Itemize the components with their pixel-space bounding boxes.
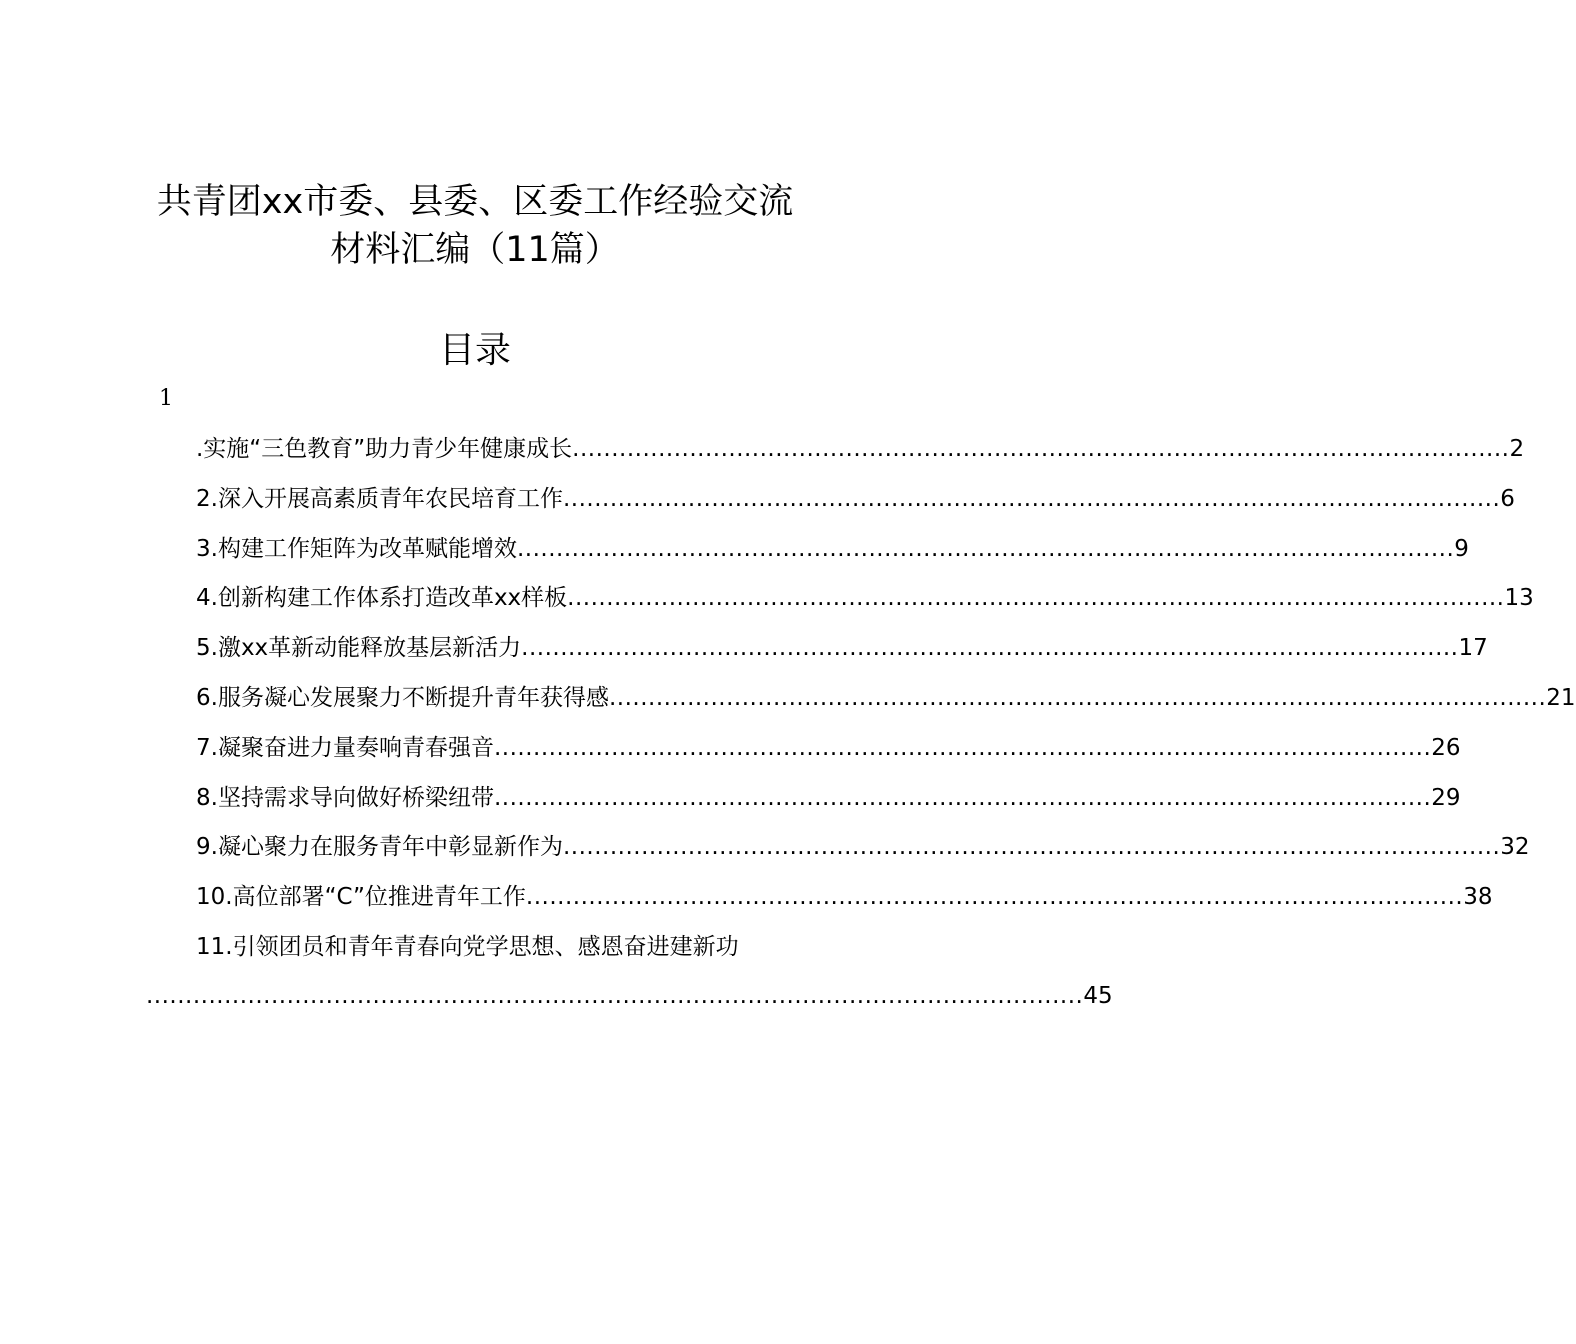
toc-item-label: 2.深入开展高素质青年农民培育工作 [196, 485, 563, 512]
toc-item-page: 45 [1083, 983, 1113, 1009]
toc-leader-dots: ........................................................................................................................ [572, 436, 1510, 462]
toc-item-3[interactable] [196, 525, 1469, 575]
toc-leader-dots: ........................................................................................................................ [608, 684, 1547, 711]
toc-item-label: 6.服务凝心发展聚力不断提升青年获得感 [196, 684, 609, 711]
toc-item-10[interactable] [196, 873, 1493, 923]
toc-leader-dots: ........................................................................................................................ [521, 635, 1459, 662]
toc-item-page: 21 [1546, 684, 1576, 711]
toc-item-label: 7.凝聚奋进力量奏响青春强音 [196, 734, 494, 761]
toc-leader-dots: ........................................................................................................................ [146, 983, 1084, 1009]
table-of-contents [196, 425, 1576, 973]
toc-item-label: .实施“三色教育”助力青少年健康成长 [196, 436, 573, 462]
toc-item-page: 13 [1504, 585, 1534, 612]
toc-leader-dots: ........................................................................................................................ [525, 884, 1464, 911]
toc-leader-dots: ........................................................................................................................ [516, 535, 1455, 562]
toc-leader-dots: ........................................................................................................................ [567, 585, 1505, 612]
toc-leader-dots: ........................................................................................................................ [562, 485, 1501, 512]
document-title-line-2: 材料汇编（11篇） [330, 230, 620, 270]
toc-item-label: 4.创新构建工作体系打造改革xx样板 [196, 585, 568, 612]
toc-item-11-continuation[interactable] [146, 972, 1113, 1022]
toc-item-label: 10.高位部署“C”位推进青年工作 [196, 884, 526, 911]
toc-item-page: 9 [1454, 535, 1469, 562]
toc-item-page: 32 [1500, 834, 1530, 861]
toc-item-9[interactable] [196, 823, 1530, 873]
document-title-line-1: 共青团xx市委、县委、区委工作经验交流 [156, 182, 794, 222]
toc-leader-dots: ........................................................................................................................ [562, 834, 1501, 861]
toc-item-page: 29 [1431, 784, 1461, 811]
toc-item-6[interactable] [196, 674, 1576, 724]
toc-item-1[interactable] [196, 425, 1525, 475]
toc-item-page: 17 [1458, 635, 1488, 662]
stray-number: 1 [159, 386, 173, 411]
toc-item-page: 38 [1463, 884, 1493, 911]
toc-item-2[interactable] [196, 475, 1515, 525]
toc-leader-dots: ........................................................................................................................ [493, 734, 1432, 761]
toc-item-label: 5.激xx革新动能释放基层新活力 [196, 635, 522, 662]
toc-heading: 目录 [438, 330, 511, 371]
toc-item-label: 9.凝心聚力在服务青年中彰显新作为 [196, 834, 563, 861]
toc-item-7[interactable] [196, 724, 1461, 774]
toc-item-page: 26 [1431, 734, 1461, 761]
toc-item-page: 6 [1500, 485, 1515, 512]
toc-item-label: 3.构建工作矩阵为改革赋能增效 [196, 535, 517, 562]
toc-leader-dots: ........................................................................................................................ [493, 784, 1432, 811]
toc-item-label: 8.坚持需求导向做好桥梁纽带 [196, 784, 494, 811]
toc-item-4[interactable] [196, 574, 1534, 624]
toc-item-11[interactable] [196, 923, 806, 973]
toc-item-label: 11.引领团员和青年青春向党学思想、感恩奋进建新功 [196, 933, 739, 960]
toc-item-8[interactable] [196, 774, 1461, 824]
toc-item-5[interactable] [196, 624, 1488, 674]
toc-item-page: 2 [1509, 436, 1525, 462]
